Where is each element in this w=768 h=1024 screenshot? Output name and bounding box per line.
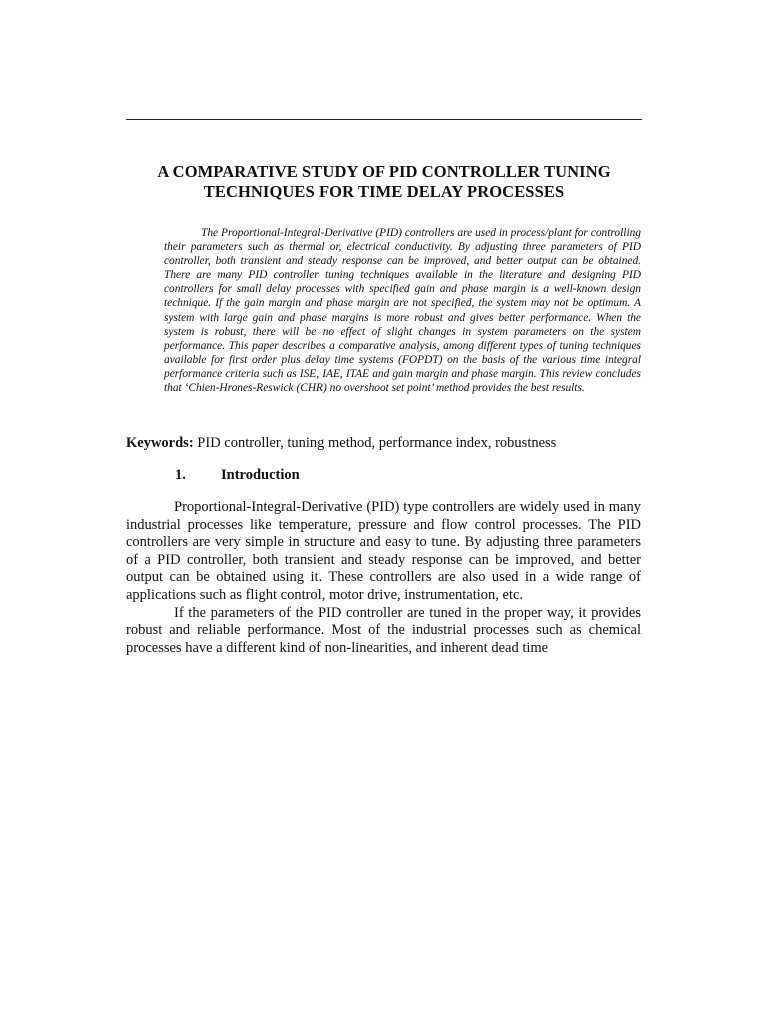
section-title: Introduction <box>221 467 300 483</box>
section-heading <box>175 466 475 484</box>
keywords-text: PID controller, tuning method, performance index, robustness <box>197 435 557 451</box>
body-paragraph: Proportional-Integral-Derivative (PID) type controllers are widely used in many industrial processes like temperature, pressure and flow control processes. The PID controllers are very simple in structure and easy to tune. By adjusting three parameters of a PID controller, both transient and steady response can be improved, and better output can be obtained using it. These controllers are also used in a wide range of applications such as flight control, motor drive, instrumentation, etc. <box>126 499 641 603</box>
abstract: The Proportional-Integral-Derivative (PID) controllers are used in process/plant for controlling their parameters such as thermal or, electrical conductivity. By adjusting three parameters of PID controller, both transient and steady response can be improved, and better output can be obtained. There are many PID controller tuning techniques available in the literature and designing PID controllers for small delay processes with specified gain and phase margin is a well-known design technique. If the gain margin and phase margin are not specified, the system may not be optimum. A system with large gain and phase margins is more robust and gives better performance. When the system is robust, there will be no effect of slight changes in system parameters on the system performance. This paper describes a comparative analysis, among different types of tuning techniques available for first order plus delay time systems (FOPDT) on the basis of the various time integral performance criteria such as ISE, IAE, ITAE and gain margin and phase margin. This review concludes that ‘Chien-Hrones-Reswick (CHR) no overshoot set point’ method provides the best results. <box>164 227 641 395</box>
paper-title: A COMPARATIVE STUDY OF PID CONTROLLER TUNING TECHNIQUES FOR TIME DELAY PROCESSES <box>157 162 611 201</box>
header-rule <box>126 119 642 120</box>
introduction-body <box>126 499 641 657</box>
section-number: 1. <box>175 467 186 483</box>
body-paragraph: If the parameters of the PID controller are tuned in the proper way, it provides robust and reliable performance. Most of the industrial processes such as chemical processes have a different kind of non-linearities, and inherent dead time <box>126 604 641 656</box>
keywords-label: Keywords: <box>126 435 194 451</box>
keywords-line <box>126 434 642 452</box>
